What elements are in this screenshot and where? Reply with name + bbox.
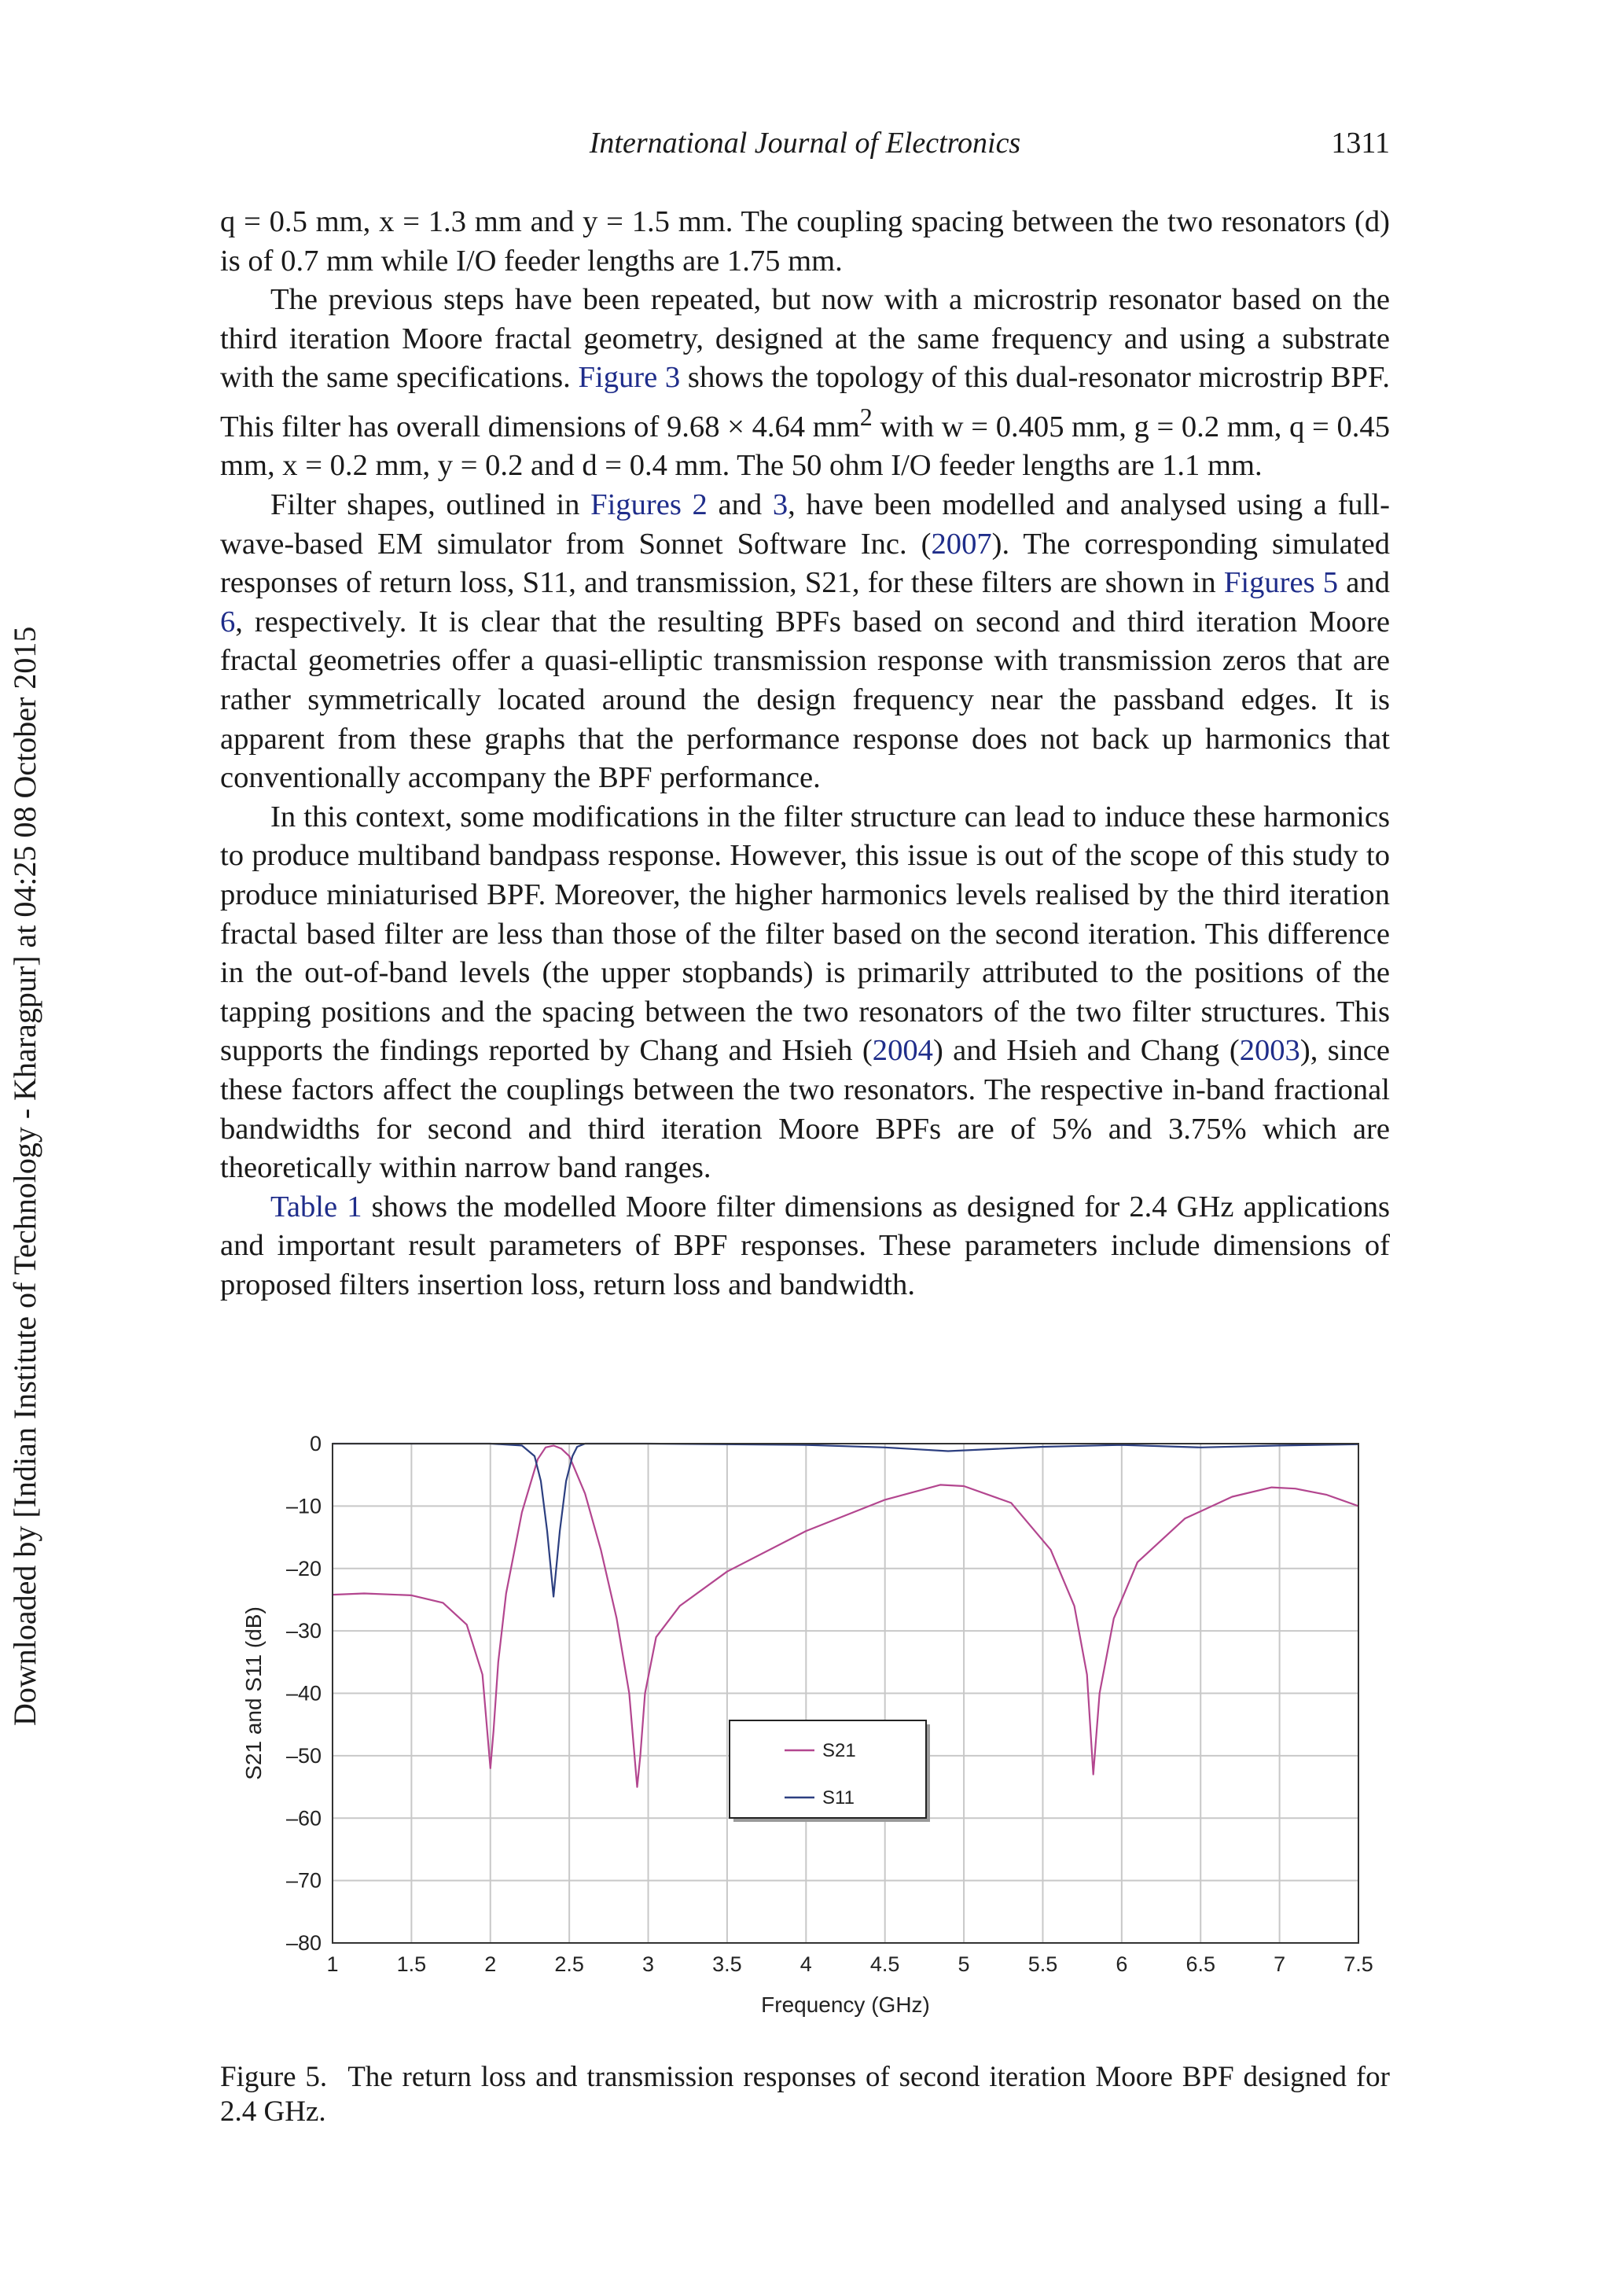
y-tick-label: 0 [309, 1432, 322, 1455]
paragraph-2-text-c: with w = 0.405 mm, g = 0.2 mm, q = 0.45 mm, x = 0.2 mm, y = 0.2 and d = 0.4 mm. The 50 ohm I/O feeder lengths are 1.1 mm. [220, 410, 1390, 483]
x-tick-label: 4.5 [869, 1952, 900, 1976]
s-parameter-chart [220, 1415, 1390, 2044]
superscript-2: 2 [859, 402, 873, 431]
paragraph-3 [220, 486, 1390, 798]
chart-grid [333, 1444, 1358, 1943]
page-number: 1311 [1331, 127, 1390, 160]
figure-5 [220, 1415, 1390, 2044]
x-tick-label: 6 [1116, 1952, 1128, 1976]
paragraph-5 [220, 1188, 1390, 1305]
paragraph-5-text-a: shows the modelled Moore filter dimensions as designed for 2.4 GHz applications and important result parameters of BPF responses. These parameters include dimensions of proposed filters insertion loss, return loss and bandwidth. [220, 1190, 1390, 1301]
x-tick-label: 5.5 [1027, 1952, 1058, 1976]
paragraph-4-text-b: ) and Hsieh and Chang ( [932, 1034, 1240, 1068]
y-axis-label: S21 and S11 (dB) [241, 1606, 266, 1780]
y-tick-label: –10 [285, 1494, 322, 1518]
chart-legend [730, 1720, 930, 1822]
paragraph-2-text-b: shows the topology of this dual-resonator microstrip BPF. This filter has overall dimensions of 9.68 × 4.64 mm [220, 361, 1391, 443]
legend-label-s21: S21 [822, 1740, 856, 1761]
paragraph-2-text-a: The previous steps have been repeated, but now with a microstrip resonator based on the third iteration Moore fractal geometry, designed at the same frequency and using a substrate with the same specifications. [220, 283, 1390, 395]
y-tick-label: –60 [285, 1806, 322, 1831]
paragraph-4 [220, 798, 1390, 1188]
y-tick-label: –40 [285, 1681, 322, 1705]
figure-3-link[interactable]: Figure 3 [578, 361, 681, 395]
x-tick-label: 1.5 [396, 1952, 427, 1976]
body-text [220, 203, 1390, 1304]
citation-2007-link[interactable]: 2007 [931, 527, 992, 561]
x-tick-label: 6.5 [1185, 1952, 1216, 1976]
figure-3-ref-link[interactable]: 3 [772, 488, 788, 522]
series-line-s11 [333, 1444, 1358, 1597]
chart-ticks [286, 1432, 1373, 1976]
x-axis-label: Frequency (GHz) [761, 1992, 930, 2017]
y-tick-label: –20 [285, 1556, 322, 1580]
legend-label-s11: S11 [822, 1787, 855, 1808]
x-tick-label: 2 [484, 1952, 497, 1976]
download-watermark: Downloaded by [Indian Institute of Technology - Kharagpur] at 04:25 08 October 2015 [7, 626, 42, 1726]
paragraph-4-text-a: In this context, some modifications in the filter structure can lead to induce these harmonics to produce multiband bandpass response. However, this issue is out of the scope of this study to produce miniaturised BPF. Moreover, the higher harmonics levels realised by the third iteration fractal based filter are less than those of the filter based on the second iteration. This difference in the out-of-band levels (the upper stopbands) is primarily attributed to the positions of the tapping positions and the spacing between the two resonators of the two filter structures. This supports the findings reported by Chang and Hsieh ( [220, 800, 1390, 1068]
citation-2003-link[interactable]: 2003 [1239, 1034, 1300, 1068]
figure-label: Figure 5. [220, 2061, 328, 2093]
x-tick-label: 4 [799, 1952, 812, 1976]
caption-text: The return loss and transmission responses of second iteration Moore BPF designed for 2.4 GHz. [220, 2061, 1390, 2128]
paragraph-4-text-c: ), since these factors affect the couplings between the two resonators. The respective in-band fractional bandwidths for second and third iteration Moore BPFs are of 5% and 3.75% which are theoretically within narrow band ranges. [220, 1034, 1390, 1185]
paragraph-3-text-a: Filter shapes, outlined in [270, 488, 591, 522]
figures-2-link[interactable]: Figures 2 [590, 488, 708, 522]
x-tick-label: 3 [642, 1952, 655, 1976]
figure-caption [220, 2060, 1390, 2129]
y-tick-label: –50 [285, 1743, 322, 1768]
paragraph-3-text-f: , respectively. It is clear that the resulting BPFs based on second and third iteration Moore fractal geometries offer a quasi-elliptic transmission response with transmission zeros that are rather symmetrically located around the design frequency near the passband edges. It is apparent from these graphs that the performance response does not back up harmonics that conventionally accompany the BPF performance. [220, 605, 1390, 795]
paragraph-3-text-e: and [1338, 566, 1390, 600]
running-head [220, 126, 1390, 164]
paragraph-3-text-d: ). The corresponding simulated responses of return loss, S11, and transmission, S21, for these filters are shown in [220, 527, 1390, 600]
figure-6-ref-link[interactable]: 6 [220, 605, 236, 638]
citation-2004-link[interactable]: 2004 [872, 1034, 933, 1068]
x-tick-label: 1 [326, 1952, 339, 1976]
paragraph-3-text-c: , have been modelled and analysed using a full-wave-based EM simulator from Sonnet Software Inc. ( [220, 488, 1390, 561]
x-tick-label: 3.5 [712, 1952, 742, 1976]
y-tick-label: –70 [285, 1868, 322, 1893]
table-1-link[interactable]: Table 1 [270, 1190, 362, 1223]
paragraph-1: q = 0.5 mm, x = 1.3 mm and y = 1.5 mm. The coupling spacing between the two resonators (d) is of 0.7 mm while I/O feeder lengths are 1.75 mm. [220, 205, 1390, 278]
x-tick-label: 7.5 [1344, 1952, 1373, 1976]
paragraph-2 [220, 281, 1390, 486]
figures-5-link[interactable]: Figures 5 [1223, 566, 1339, 600]
y-tick-label: –30 [285, 1619, 322, 1643]
y-tick-label: –80 [285, 1931, 322, 1955]
journal-title: International Journal of Electronics [589, 127, 1021, 160]
x-tick-label: 2.5 [554, 1952, 584, 1976]
x-tick-label: 7 [1274, 1952, 1286, 1976]
paragraph-3-text-b: and [707, 488, 773, 522]
x-tick-label: 5 [958, 1952, 970, 1976]
